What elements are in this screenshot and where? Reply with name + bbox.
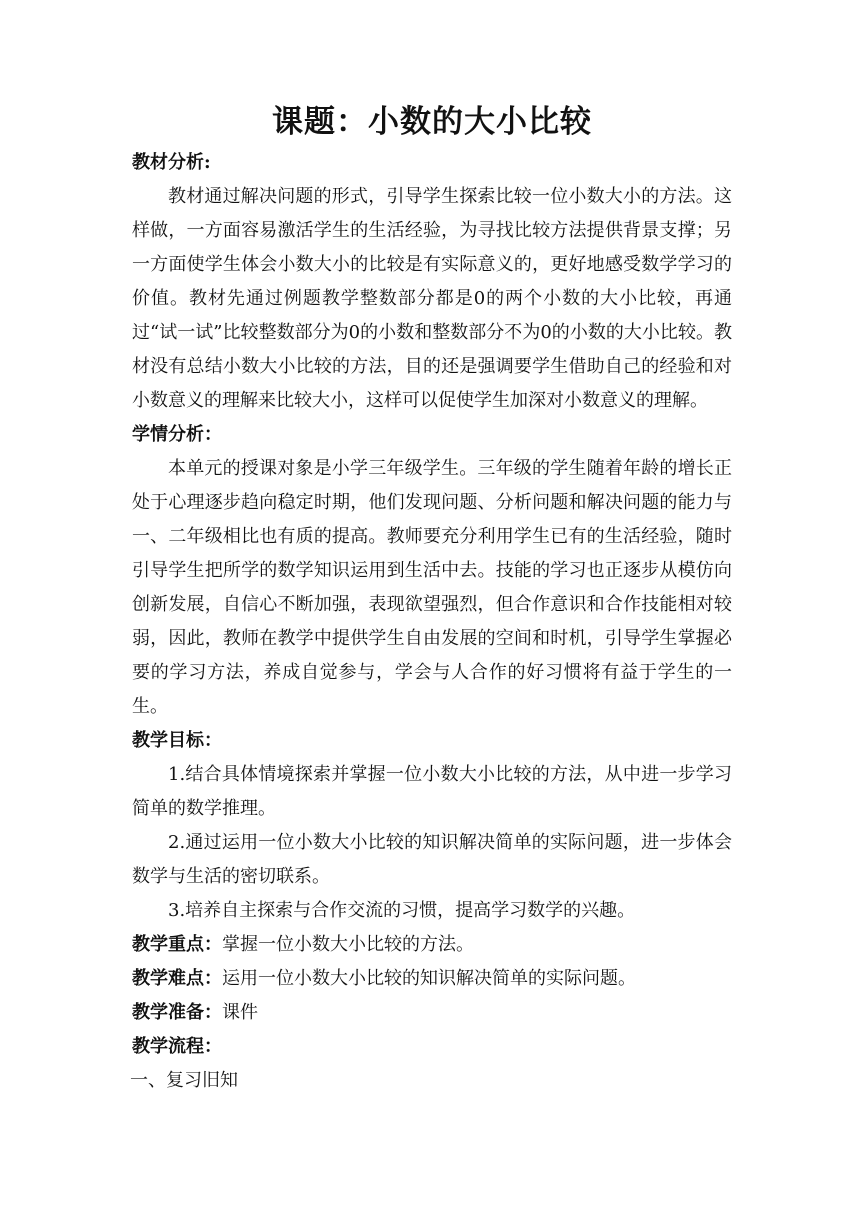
student-analysis-body: 本单元的授课对象是小学三年级学生。三年级的学生随着年龄的增长正处于心理逐步趋向稳定时期，他们发现问题、分析问题和解决问题的能力与一、二年级相比也有质的提高。教师要充分利用学生已有的生活经验，随时引导学生把所学的数学知识运用到生活中去。技能的学习也正逐步从模仿向创新发展，自信心不断加强，表现欲望强烈，但合作意识和合作技能相对较弱，因此，教师在教学中提供学生自由发展的空间和时机，引导学生掌握必要的学习方法，养成自觉参与，学会与人合作的好习惯将有益于学生的一生。 — [132, 458, 732, 717]
process-section-1: 一、复习旧知 — [130, 1070, 238, 1091]
preparation-line — [132, 996, 732, 1030]
preparation-label: 教学准备： — [132, 1002, 222, 1023]
material-analysis-body: 教材通过解决问题的形式，引导学生探索比较一位小数大小的方法。这样做，一方面容易激活学生的生活经验，为寻找比较方法提供背景支撑；另一方面使学生体会小数大小的比较是有实际意义的，更好地感受数学学习的价值。教材先通过例题教学整数部分都是0的两个小数的大小比较，再通过“试一试”比较整数部分为0的小数和整数部分不为0的小数的大小比较。教材没有总结小数大小比较的方法，目的还是强调要学生借助自己的经验和对小数意义的理解来比较大小，这样可以促使学生加深对小数意义的理解。 — [132, 186, 732, 411]
key-point-value: 掌握一位小数大小比较的方法。 — [222, 934, 474, 955]
preparation-value: 课件 — [222, 1002, 258, 1023]
key-point-line — [132, 928, 732, 962]
difficulty-value: 运用一位小数大小比较的知识解决简单的实际问题。 — [222, 968, 636, 989]
material-analysis-heading: 教材分析: — [132, 152, 211, 173]
process-heading: 教学流程： — [132, 1036, 222, 1057]
difficulty-label: 教学难点： — [132, 968, 222, 989]
difficulty-line — [132, 962, 732, 996]
objective-item-1: 1.结合具体情境探索并掌握一位小数大小比较的方法，从中进一步学习简单的数学推理。 — [132, 764, 732, 819]
objective-item-3: 3.培养自主探索与合作交流的习惯，提高学习数学的兴趣。 — [168, 900, 636, 921]
document-title: 课题：小数的大小比较 — [272, 104, 592, 140]
student-analysis-heading: 学情分析： — [132, 424, 222, 445]
document-page — [132, 98, 732, 1098]
objectives-heading: 教学目标： — [132, 730, 222, 751]
objective-item-2: 2.通过运用一位小数大小比较的知识解决简单的实际问题，进一步体会数学与生活的密切联系。 — [132, 832, 732, 887]
key-point-label: 教学重点： — [132, 934, 222, 955]
